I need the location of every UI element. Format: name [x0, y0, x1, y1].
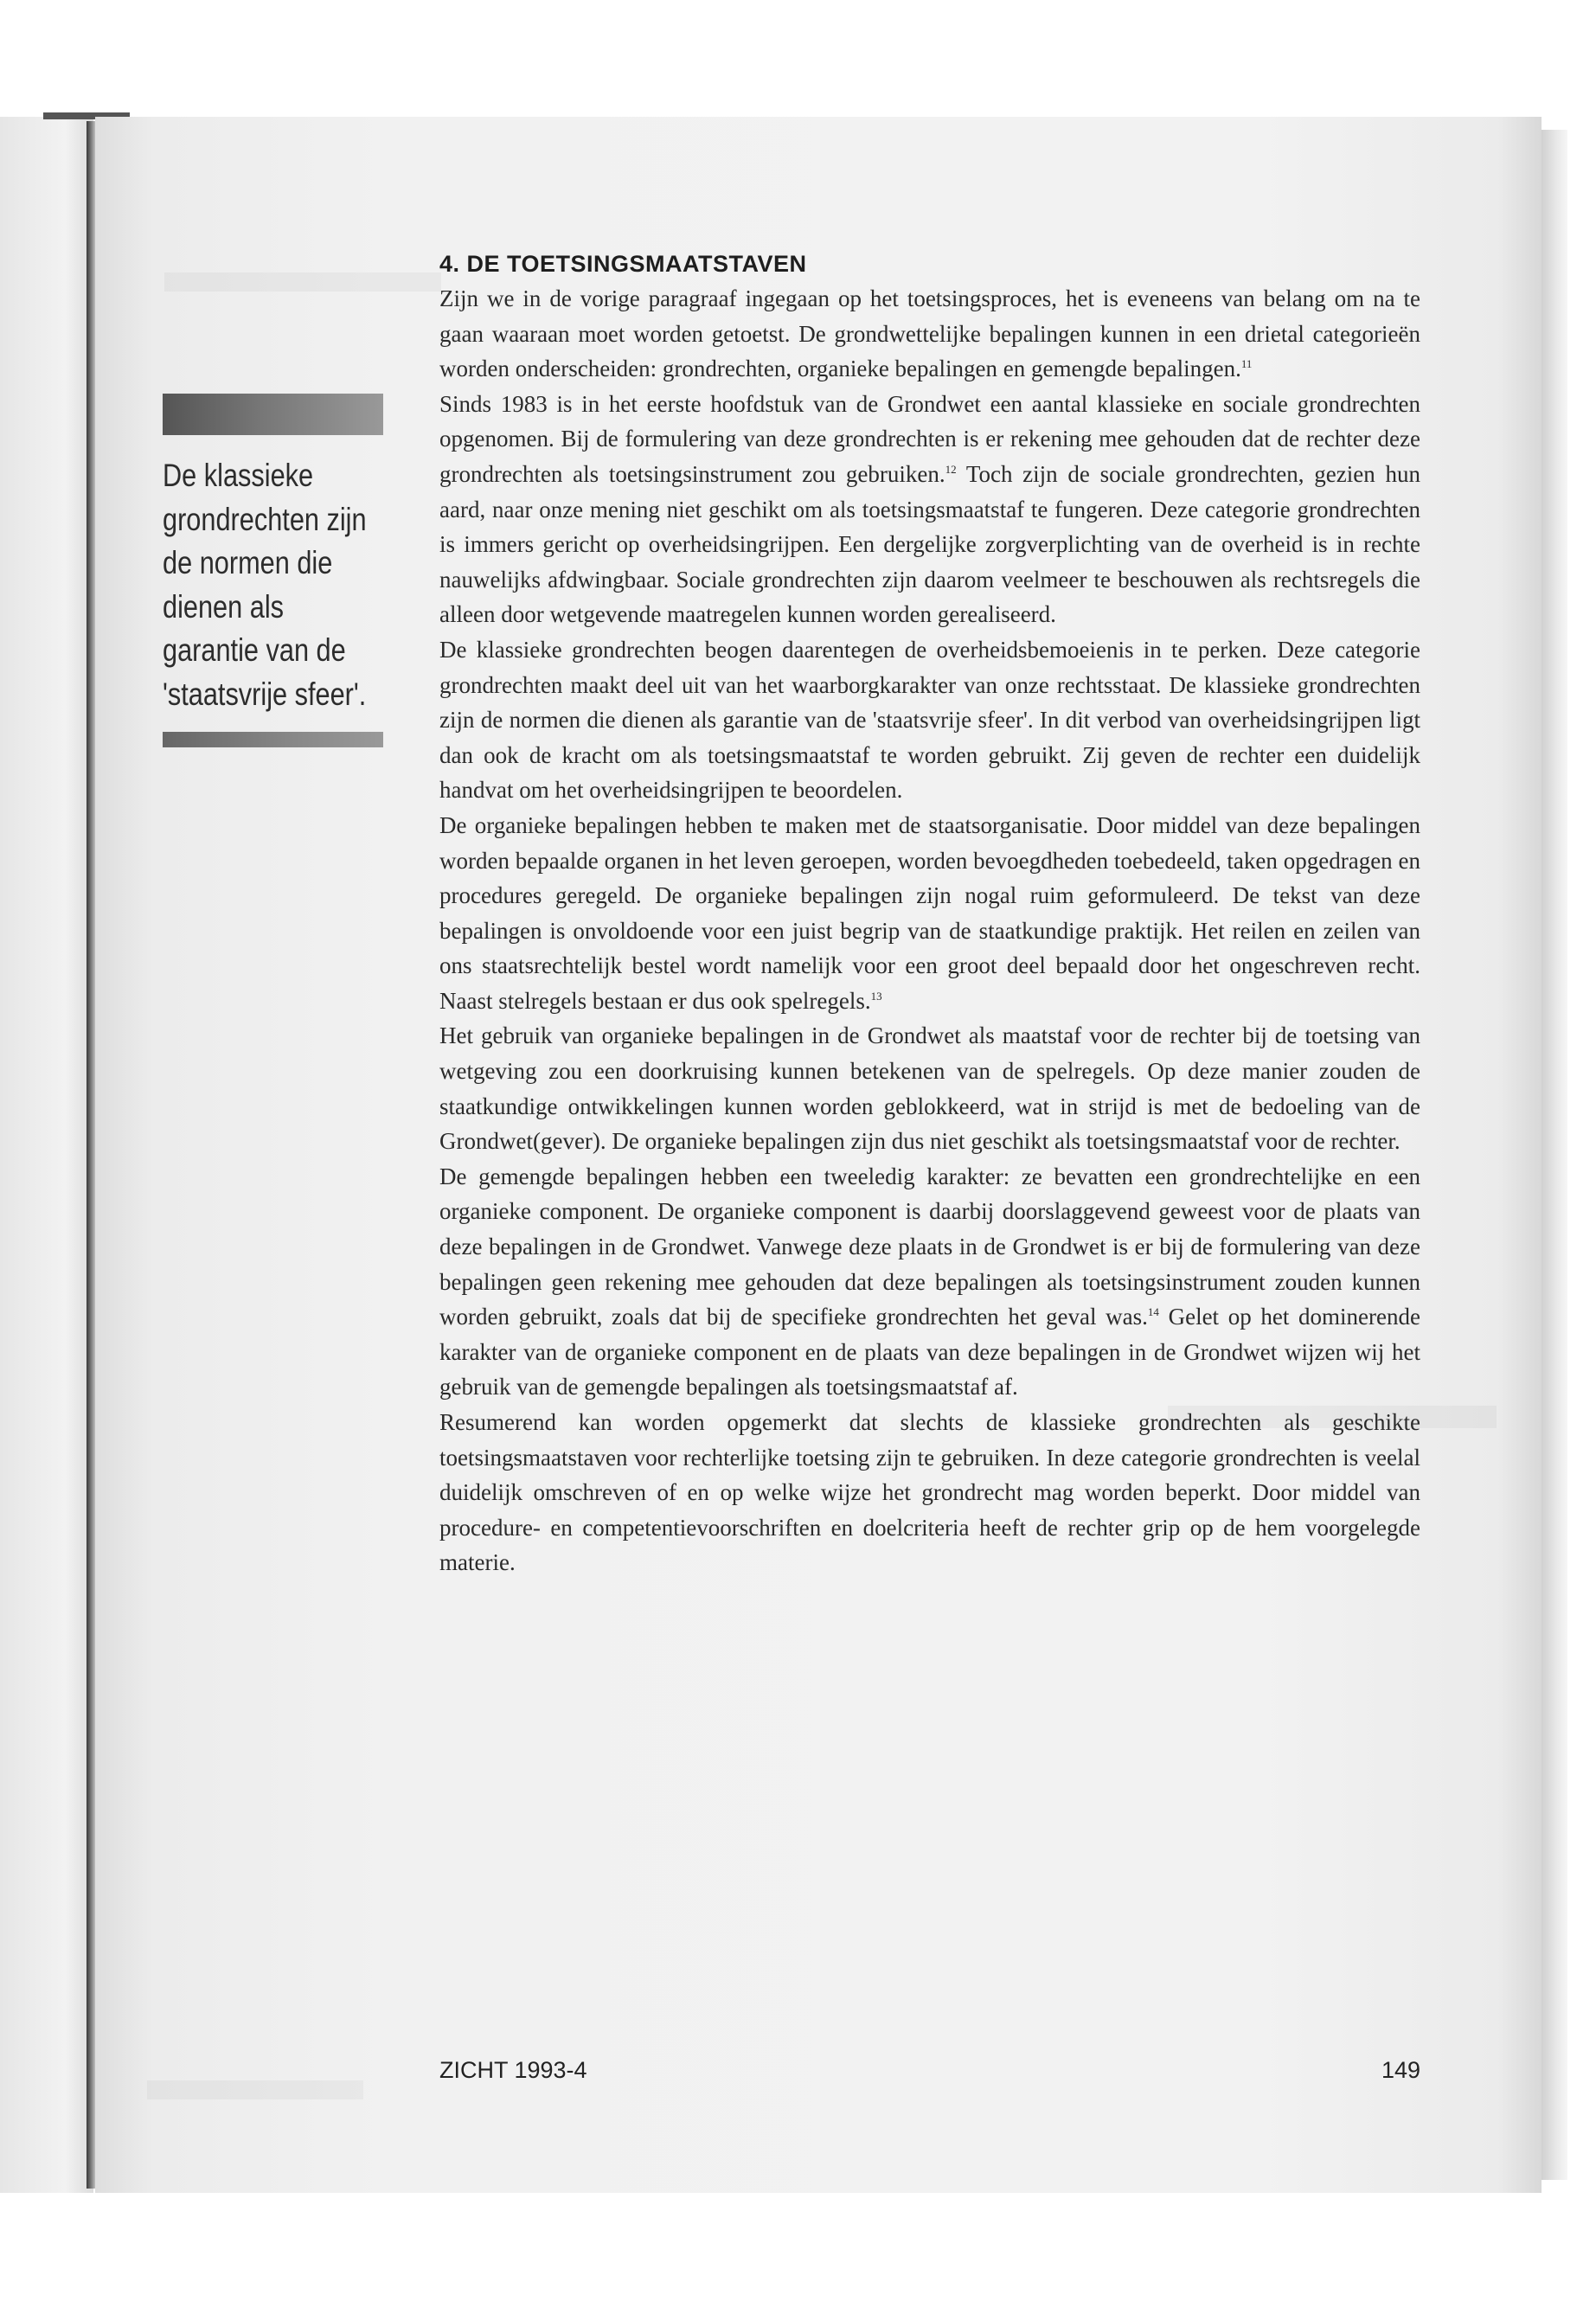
paragraph-text: Toch zijn de sociale grondrechten, gezien hun aard, naar onze mening niet geschikt om als toetsingsmaatstaf te fungeren. Deze categorie grondrechten is immers gericht op overheidsingrijpen. Een dergelijke zorgverplichting van de overheid is in rechte nauwelijks afdwingbaar. Sociale grondrechten zijn daarom veelmeer te beschouwen als rechtsregels die alleen door wetgevende maatregelen kunnen worden gerealiseerd.: [439, 460, 1420, 628]
page-footer: [439, 2057, 1420, 2092]
paragraph: [439, 387, 1420, 632]
paragraph-text: Het gebruik van organieke bepalingen in de Grondwet als maatstaf voor de rechter bij de toetsing van wetgeving zou een doorkruising kunnen betekenen van de spelregels. Op deze manier zouden de staatkundige ontwikkelingen kunnen worden geblokkeerd, wat in strijd is met de bedoeling van de Grondwet(gever). De organieke bepalingen zijn dus niet geschikt als toetsingsmaatstaf voor de rechter.: [439, 1022, 1420, 1155]
paragraph-text: Resumerend kan worden opgemerkt dat slechts de klassieke grondrechten als geschikte toetsingsmaatstaven voor rechterlijke toetsing zijn te gebruiken. In deze categorie grondrechten is veelal duidelijk omschreven of en op welke wijze het grondrecht mag worden beperkt. Door middel van procedure- en competentievoorschriften en doelcriteria heeft de rechter grip op de hem voorgelegde materie.: [439, 1409, 1420, 1576]
paragraph: [439, 632, 1420, 808]
paragraph: [439, 281, 1420, 387]
section-heading: 4. DE TOETSINGSMAATSTAVEN: [439, 251, 807, 277]
paragraph-text: Sinds 1983 is in het eerste hoofdstuk van de Grondwet een aantal klassieke en sociale grondrechten opgenomen. Bij de formulering van deze grondrechten is er rekening mee gehouden dat de rechter deze grondrechten als toetsingsinstrument zou gebruiken.: [439, 390, 1420, 487]
article-column: [439, 248, 1420, 1580]
footnote-ref: 11: [1240, 357, 1253, 371]
footnote-ref: 12: [945, 462, 957, 476]
paragraph-text: Zijn we in de vorige paragraaf ingegaan op het toetsingsproces, het is eveneens van belang om na te gaan waaraan moet worden getoetst. De grondwettelijke bepalingen kunnen in een drietal categorieën worden onderscheiden: grondrechten, organieke bepalingen en gemengde bepalingen.: [439, 285, 1420, 382]
pull-quote: De klassieke grondrechten zijn de normen die dienen als garantie van de 'staatsvrije sfeer'.: [163, 458, 367, 712]
paragraph-text: De klassieke grondrechten beogen daarentegen de overheidsbemoeienis in te perken. Deze categorie grondrechten maakt deel uit van het waarborgkarakter van onze rechtsstaat. De klassieke grondrechten zijn de normen die dienen als garantie van de 'staatsvrije sfeer'. In dit verbod van overheidsingrijpen ligt dan ook de kracht om als toetsingsmaatstaf te worden gebruikt. Zij geven de rechter een duidelijk handvat om het overheidsingrijpen te beoordelen.: [439, 636, 1420, 804]
footnote-ref: 14: [1147, 1305, 1159, 1319]
paragraph: [439, 808, 1420, 1019]
bleed-through-mark: [164, 272, 441, 292]
page-number: 149: [1381, 2057, 1420, 2083]
paragraph: [439, 1159, 1420, 1405]
pull-quote-bar-top: [163, 394, 383, 435]
footnote-ref: 13: [870, 989, 882, 1003]
paragraph-text: De organieke bepalingen hebben te maken met de staatsorganisatie. Door middel van deze bepalingen worden bepaalde organen in het leven geroepen, worden bevoegdheden toebedeeld, taken opgedragen en procedures geregeld. De organieke bepalingen zijn nogal ruim geformuleerd. De tekst van deze bepalingen is onvoldoende voor een juist begrip van de staatkundige praktijk. Het reilen en zeilen van ons staatsrechtelijk bestel wordt namelijk voor een groot deel bepaald door het ongeschreven recht. Naast stelregels bestaan er dus ook spelregels.: [439, 811, 1420, 1014]
paragraph-text: Gelet op het dominerende karakter van de organieke component en de plaats van deze bepalingen in de Grondwet wijzen wij het gebruik van de gemengde bepalingen als toetsingsmaatstaf af.: [439, 1304, 1421, 1400]
paragraph-text: De gemengde bepalingen hebben een tweeledig karakter: ze bevatten een grondrechtelijke en een organieke component. De organieke component is daarbij doorslaggevend geweest voor de plaats van deze bepalingen in de Grondwet. Vanwege deze plaats in de Grondwet is er bij de formulering van deze bepalingen geen rekening mee gehouden dat deze bepalingen als toetsingsinstrument zouden kunnen worden gebruikt, zoals dat bij de specifieke grondrechten het geval was.: [439, 1163, 1420, 1330]
page-gutter: [87, 121, 95, 2189]
journal-issue: ZICHT 1993-4: [439, 2057, 587, 2083]
paragraph: [439, 1405, 1420, 1580]
previous-page-edge: [0, 117, 93, 2193]
pull-quote-bar-bottom: [163, 732, 383, 747]
page-stack-edge: [1542, 130, 1567, 2180]
sidebar: [163, 394, 383, 747]
bleed-through-mark: [147, 2080, 363, 2099]
paragraph: [439, 1018, 1420, 1158]
